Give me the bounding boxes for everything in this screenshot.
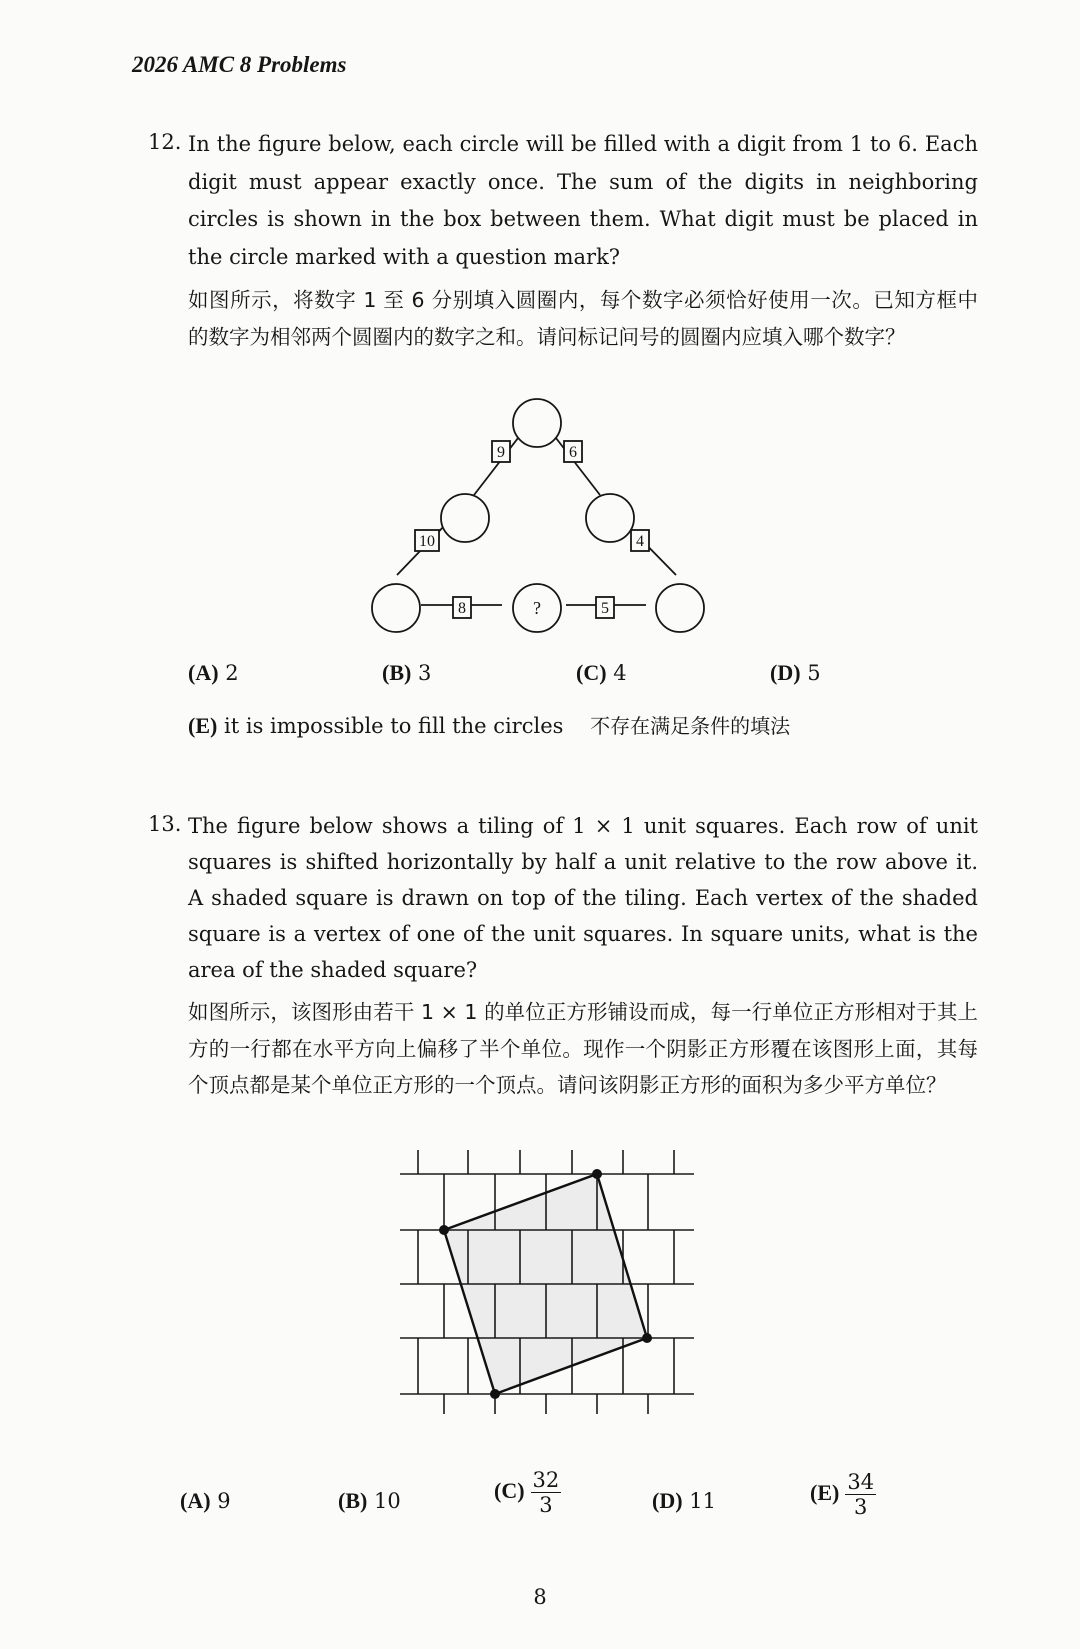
circle-sum-figure bbox=[0, 390, 1080, 650]
page-number: 8 bbox=[533, 1585, 547, 1609]
sum-box-top-right: 6 bbox=[569, 444, 577, 461]
choice-d: (D) 11 bbox=[652, 1488, 716, 1513]
choice-d: (D) 5 bbox=[770, 660, 821, 685]
problem-text-cn: 如图所示，该图形由若干 1 × 1 的单位正方形铺设而成，每一行单位正方形相对于其上方的一行都在水平方向上偏移了半个单位。现作一个阴影正方形覆在该图形上面，其每个顶点都是某个单位正方形的一个顶点。请问该阴影正方形的面积为多少平方单位？ bbox=[188, 1000, 978, 1097]
problem-text-cn: 如图所示，将数字 1 至 6 分别填入圆圈内，每个数字必须恰好使用一次。已知方框中的数字为相邻两个圆圈内的数字之和。请问标记问号的圆圈内应填入哪个数字？ bbox=[188, 288, 978, 349]
question-mark-circle: ? bbox=[533, 598, 541, 618]
choice-a: (A) 2 bbox=[188, 660, 239, 685]
fraction: $\frac{32}{3}$ bbox=[532, 1468, 560, 1518]
page-header: 2026 AMC 8 Problems bbox=[132, 52, 347, 77]
choice-e: (E) it is impossible to fill the circles 不存在满足条件的填法 bbox=[188, 713, 791, 738]
sum-box-mid-right: 4 bbox=[636, 533, 644, 550]
tiling-figure bbox=[0, 1150, 1080, 1420]
choice-e: (E) $\frac{34}{3}$ bbox=[810, 1470, 875, 1520]
choice-e-cn: 不存在满足条件的填法 bbox=[590, 714, 791, 738]
choice-c: (C) $\frac{32}{3}$ bbox=[494, 1468, 560, 1518]
sum-box-top-left: 9 bbox=[497, 444, 505, 461]
problem-number: 12. bbox=[148, 130, 182, 154]
choice-c: (C) 4 bbox=[576, 660, 627, 685]
sum-box-bottom-right: 5 bbox=[601, 600, 609, 617]
choice-b: (B) 10 bbox=[338, 1488, 401, 1513]
choice-a: (A) 9 bbox=[180, 1488, 231, 1513]
problem-12 bbox=[148, 126, 978, 355]
problem-13 bbox=[148, 808, 978, 1104]
sum-box-mid-left: 10 bbox=[419, 533, 435, 550]
problem-number: 13. bbox=[148, 812, 182, 836]
fraction: $\frac{34}{3}$ bbox=[847, 1470, 875, 1520]
choice-b: (B) 3 bbox=[382, 660, 432, 685]
sum-box-bottom-left: 8 bbox=[458, 600, 466, 617]
problem-text-en: In the figure below, each circle will be filled with a digit from 1 to 6. Each digit must appear exactly once. The sum of the digits in neighboring circles is shown in the box between them. What digit must be placed in the circle marked with a question mark? bbox=[188, 132, 978, 269]
problem-text-en: The figure below shows a tiling of 1 × 1 unit squares. Each row of unit squares is shifted horizontally by half a unit relative to the row above it. A shaded square is drawn on top of the tiling. Each vertex of the shaded square is a vertex of one of the unit squares. In square units, what is the area of the shaded square? bbox=[188, 814, 978, 982]
